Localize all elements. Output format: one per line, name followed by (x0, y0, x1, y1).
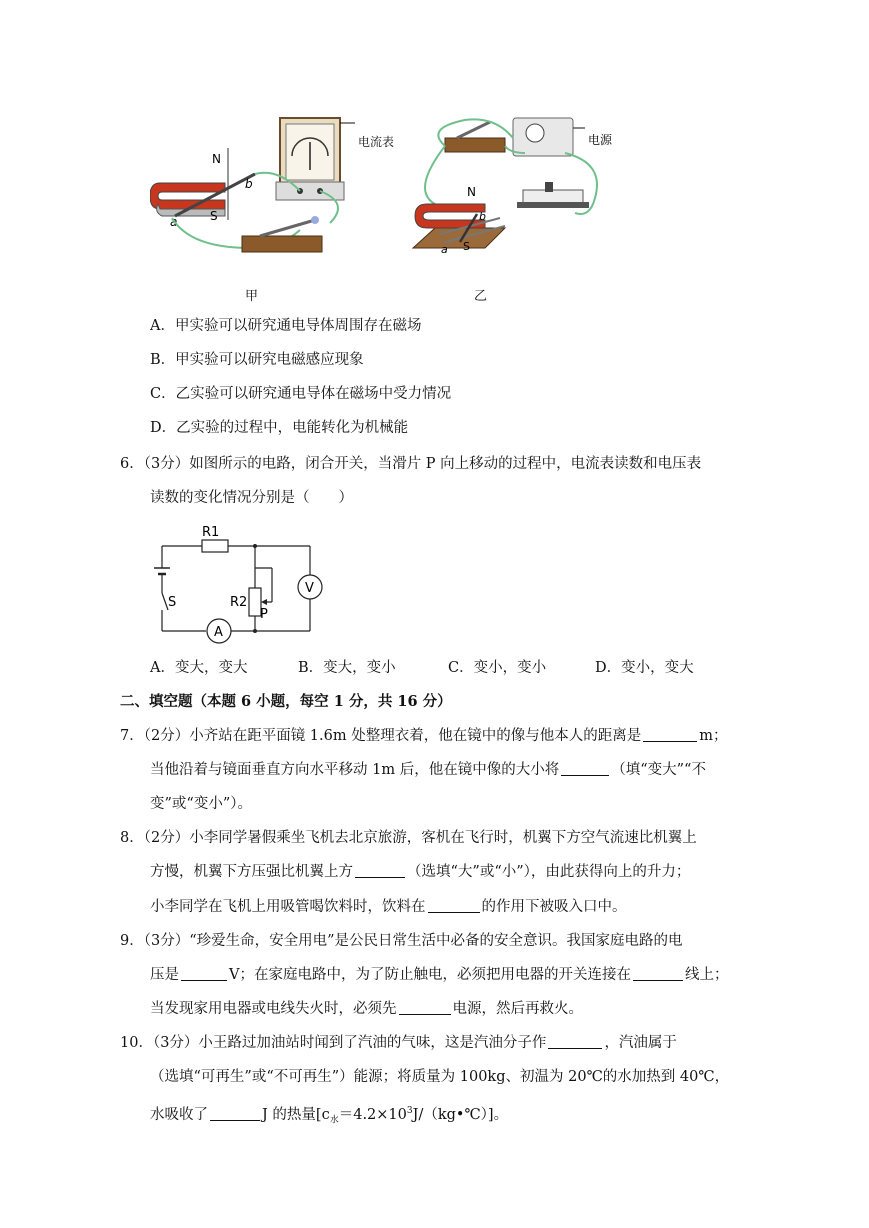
q9-line3 (150, 999, 583, 1019)
q9-line2 (150, 965, 728, 985)
q9-blank-3 (399, 1000, 451, 1015)
q6-circuit-diagram (150, 518, 330, 648)
q10-text-5: ＝4.2×10 (338, 1106, 407, 1123)
pole-s: S (210, 209, 218, 223)
q9-text-1: 压是 (150, 967, 179, 983)
wire-a-label: a (170, 215, 178, 229)
pole-n-yi: N (467, 185, 476, 199)
section-2-title: 二、填空题（本题 6 小题，每空 1 分，共 16 分） (120, 693, 452, 710)
q8-blank-1 (355, 863, 405, 878)
q8-text-3: 小李同学在飞机上用吸管喝饮料时，饮料在 (150, 899, 426, 915)
q9-text-3: 线上； (684, 967, 729, 983)
switch-label: S (168, 595, 177, 610)
q6-stem-line1: 6．（3分）如图所示的电路，闭合开关，当滑片 P 向上移动的过程中，电流表读数和电压表 (120, 456, 702, 472)
q10-text-4: J 的热量[c (262, 1106, 330, 1123)
q8-line3 (150, 897, 627, 917)
q7-blank-1 (643, 727, 697, 742)
q6-stem-line2: 读数的变化情况分别是（ ） (150, 490, 353, 506)
q5-option-a: A．甲实验可以研究通电导体周围存在磁场 (150, 318, 422, 334)
q6-option-d: D．变小，变大 (595, 660, 694, 676)
meter-label: 电流表 (358, 135, 395, 149)
q7-text-2: m； (699, 728, 728, 744)
resistor-r1 (202, 540, 228, 552)
pole-s-yi: S (463, 240, 470, 253)
q8-blank-2 (428, 898, 480, 913)
q6-options (150, 658, 694, 678)
q9-text-2: V；在家庭电路中，为了防止触电，必须把用电器的开关连接在 (229, 967, 631, 983)
q7-line1 (120, 726, 727, 746)
voltmeter-label: V (305, 581, 314, 596)
q10-line1 (120, 1033, 677, 1053)
q8-line2 (150, 862, 690, 882)
source-label: 电源 (588, 133, 613, 147)
q9-text-5: 电源，然后再救火。 (452, 1001, 583, 1017)
q7-line2 (150, 760, 706, 780)
r1-label: R1 (202, 525, 220, 540)
q8-text-2: （选填“大”或“小”），由此获得向上的升力； (407, 864, 691, 880)
q10-text-3: 水吸收了 (150, 1106, 208, 1123)
q10-subscript-water: 水 (329, 1115, 339, 1126)
q7-text-4: （填“变大”“不 (611, 762, 706, 778)
q8-line1: 8．（2分）小李同学暑假乘坐飞机去北京旅游，客机在飞行时，机翼下方空气流速比机翼上 (120, 830, 697, 846)
slider-label: P (260, 607, 268, 622)
wire-b-label: b (245, 177, 253, 191)
q7-line3: 变”或“变小”）。 (150, 796, 252, 812)
q10-text-6: J/（kg•℃）]。 (412, 1106, 509, 1123)
q5-option-d: D．乙实验的过程中，电能转化为机械能 (150, 420, 409, 436)
figure-jia (150, 108, 405, 268)
q10-line2: （选填“可再生”或“不可再生”）能源；将质量为 100kg、初温为 20℃的水加热到 40℃， (150, 1069, 730, 1085)
q10-blank-1 (548, 1034, 602, 1049)
q9-blank-2 (633, 966, 683, 981)
r2-label: R2 (230, 595, 248, 610)
q8-text-4: 的作用下被吸入口中。 (481, 899, 627, 915)
q7-text-3: 当他沿着与镜面垂直方向水平移动 1m 后，他在镜中像的大小将 (150, 762, 560, 778)
figure-yi-caption: 乙 (474, 289, 488, 304)
q9-blank-1 (181, 966, 227, 981)
wire-a-label-yi: a (441, 243, 448, 256)
q7-blank-2 (561, 761, 609, 776)
q9-line1: 9．（3分）“珍爱生命，安全用电”是公民日常生活中必备的安全意识。我国家庭电路的电 (120, 933, 683, 949)
q10-blank-2 (210, 1106, 260, 1121)
q9-text-4: 当发现家用电器或电线失火时，必须先 (150, 1001, 397, 1017)
q5-option-c: C．乙实验可以研究通电导体在磁场中受力情况 (150, 386, 452, 402)
wire-b-label-yi: b (479, 210, 486, 223)
pole-n: N (212, 152, 221, 166)
q6-option-a: A．变大，变大 (150, 660, 248, 676)
q10-text-2: ，汽油属于 (604, 1035, 677, 1051)
q10-superscript: 3 (406, 1106, 413, 1116)
q6-option-c: C．变小，变小 (448, 660, 547, 676)
q6-option-b: B．变大，变小 (298, 660, 396, 676)
figure-jia-caption: 甲 (245, 289, 259, 304)
figure-yi (405, 108, 635, 268)
q8-text-1: 方慢，机翼下方压强比机翼上方 (150, 864, 353, 880)
q7-text-1: 7．（2分）小齐站在距平面镜 1.6m 处整理衣着，他在镜中的像与他本人的距离是 (120, 728, 642, 744)
ammeter-label: A (214, 625, 223, 640)
q5-option-b: B．甲实验可以研究电磁感应现象 (150, 352, 364, 368)
q10-text-1: 10．（3分）小王路过加油站时闻到了汽油的气味，这是汽油分子作 (120, 1035, 547, 1051)
q10-line3 (150, 1101, 508, 1131)
